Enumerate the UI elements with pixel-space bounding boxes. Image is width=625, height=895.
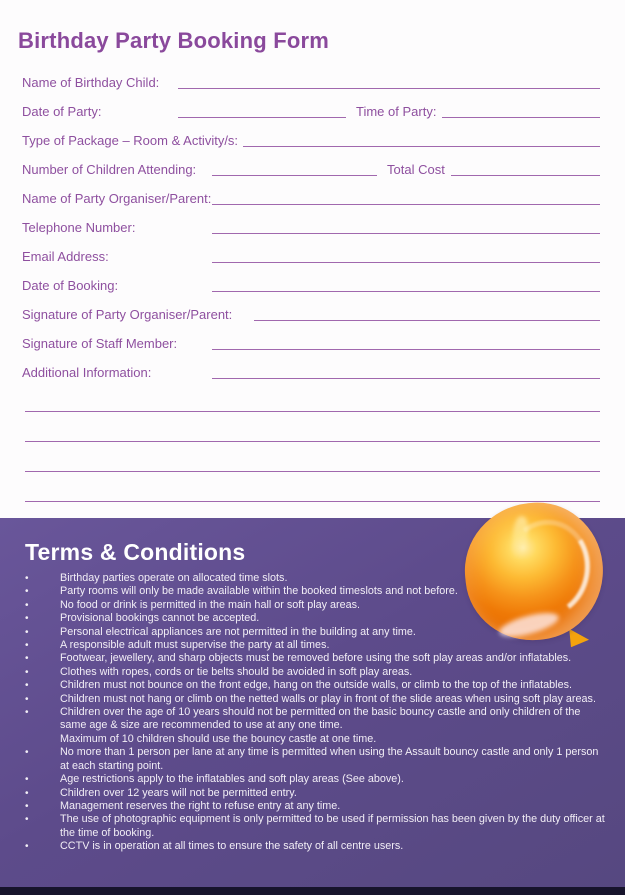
fill-line[interactable] xyxy=(212,262,600,263)
footer-strip xyxy=(0,887,625,895)
blank-line[interactable] xyxy=(25,412,600,442)
fill-line[interactable] xyxy=(178,88,600,89)
bullet-icon: • xyxy=(25,573,29,584)
balloon-graphic xyxy=(465,503,603,640)
fill-line[interactable] xyxy=(442,117,600,118)
fill-line[interactable] xyxy=(212,378,600,379)
blank-line[interactable] xyxy=(25,472,600,502)
bullet-icon: • xyxy=(25,693,29,705)
fill-line[interactable] xyxy=(451,175,600,176)
form-row xyxy=(22,352,600,381)
bullet-icon: • xyxy=(25,707,29,719)
field-label: Name of Birthday Child: xyxy=(22,75,160,90)
terms-item-text: Children must not bounce on the front edge, hang on the outside walls, or climb to the top of the inflatables. xyxy=(60,679,572,692)
terms-item xyxy=(25,679,609,692)
bullet-icon: • xyxy=(25,640,29,652)
bullet-icon: • xyxy=(25,599,29,611)
bullet-icon: • xyxy=(25,787,29,799)
terms-item-text: CCTV is in operation at all times to ensure the safety of all centre users. xyxy=(60,840,404,853)
balloon-body-icon xyxy=(458,496,610,647)
terms-item-text: The use of photographic equipment is only permitted to be used if permission has been given by the duty officer at the time of booking. xyxy=(60,813,605,839)
terms-item xyxy=(25,840,609,853)
fill-line[interactable] xyxy=(178,117,346,118)
terms-item-text: Children must not hang or climb on the netted walls or play in front of the slide areas when using soft play areas. xyxy=(60,692,596,705)
form-row xyxy=(22,294,600,323)
terms-item xyxy=(25,773,609,786)
bullet-icon: • xyxy=(25,774,29,786)
terms-item xyxy=(25,693,609,706)
form-row xyxy=(22,323,600,352)
fill-line[interactable] xyxy=(212,204,600,205)
bullet-icon: • xyxy=(25,613,29,625)
fill-line[interactable] xyxy=(254,320,600,321)
bullet-icon: • xyxy=(25,680,29,692)
fill-line[interactable] xyxy=(212,233,600,234)
terms-item-text: No more than 1 person per lane at any time is permitted when using the Assault bouncy castle and only 1 person at each starting point. xyxy=(60,746,599,772)
terms-item xyxy=(25,813,609,840)
terms-item-text: A responsible adult must supervise the party at all times. xyxy=(60,639,330,652)
terms-item-text: No food or drink is permitted in the main hall or soft play areas. xyxy=(60,598,361,611)
bullet-icon: • xyxy=(25,800,29,812)
additional-info-lines xyxy=(0,382,625,502)
form-row xyxy=(22,236,600,265)
bullet-icon: • xyxy=(25,666,29,678)
fill-line[interactable] xyxy=(243,146,600,147)
blank-line[interactable] xyxy=(25,382,600,412)
field-label: Date of Booking: xyxy=(22,278,119,293)
terms-item-text: Maximum of 10 children should use the bouncy castle at one time. xyxy=(60,732,377,745)
terms-item xyxy=(25,733,609,746)
field-label: Date of Party: xyxy=(22,104,102,119)
terms-item-text: Provisional bookings cannot be accepted. xyxy=(60,612,260,625)
terms-item-text: Birthday parties operate on allocated time slots. xyxy=(60,572,288,584)
form-row xyxy=(22,62,600,91)
field-label: Email Address: xyxy=(22,249,109,264)
terms-item-text: Clothes with ropes, cords or tie belts should be avoided in soft play areas. xyxy=(60,665,413,678)
field-label: Total Cost xyxy=(387,162,445,177)
terms-item-text: Party rooms will only be made available within the booked timeslots and not before. xyxy=(60,585,458,598)
form-row xyxy=(22,120,600,149)
terms-item-text: Personal electrical appliances are not permitted in the building at any time. xyxy=(60,625,416,638)
form-row xyxy=(22,207,600,236)
terms-item xyxy=(25,639,609,652)
field-label: Name of Party Organiser/Parent: xyxy=(22,191,212,206)
terms-item xyxy=(25,666,609,679)
terms-item-text: Management reserves the right to refuse entry at any time. xyxy=(60,799,341,812)
terms-item xyxy=(25,706,609,733)
form-section xyxy=(0,28,625,502)
bullet-icon: • xyxy=(25,586,29,598)
fill-line[interactable] xyxy=(212,175,377,176)
bullet-icon: • xyxy=(25,841,29,853)
terms-item xyxy=(25,652,609,665)
terms-item xyxy=(25,746,609,773)
bullet-icon: • xyxy=(25,814,29,826)
bullet-icon: • xyxy=(25,653,29,665)
form-row xyxy=(22,91,600,120)
bullet-icon: • xyxy=(25,747,29,759)
field-label: Number of Children Attending: xyxy=(22,162,197,177)
field-label: Signature of Party Organiser/Parent: xyxy=(22,307,233,322)
terms-item xyxy=(25,787,609,800)
form-row xyxy=(22,149,600,178)
balloon-gloss-highlight xyxy=(495,513,598,624)
terms-item xyxy=(25,800,609,813)
field-label: Signature of Staff Member: xyxy=(22,336,178,351)
field-label: Telephone Number: xyxy=(22,220,136,235)
field-label: Time of Party: xyxy=(356,104,437,119)
terms-title: Terms & Conditions xyxy=(25,539,246,565)
terms-item-text: Footwear, jewellery, and sharp objects must be removed before using the soft play areas and/or inflatables. xyxy=(60,652,572,665)
page-title: Birthday Party Booking Form xyxy=(18,28,329,53)
bullet-icon xyxy=(25,733,60,746)
fill-line[interactable] xyxy=(212,291,600,292)
terms-item-text: Children over 12 years will not be permitted entry. xyxy=(60,786,297,799)
form-rows xyxy=(0,62,625,381)
bullet-icon: • xyxy=(25,626,29,638)
form-row xyxy=(22,178,600,207)
field-label: Additional Information: xyxy=(22,365,152,380)
terms-item-text: Children over the age of 10 years should not be permitted on the basic bouncy castle and only children of the same age & size are recommended to use at any one time. xyxy=(60,706,581,732)
fill-line[interactable] xyxy=(212,349,600,350)
form-row xyxy=(22,265,600,294)
blank-line[interactable] xyxy=(25,442,600,472)
terms-item-text: Age restrictions apply to the inflatables and soft play areas (See above). xyxy=(60,773,404,786)
field-label: Type of Package – Room & Activity/s: xyxy=(22,133,239,148)
